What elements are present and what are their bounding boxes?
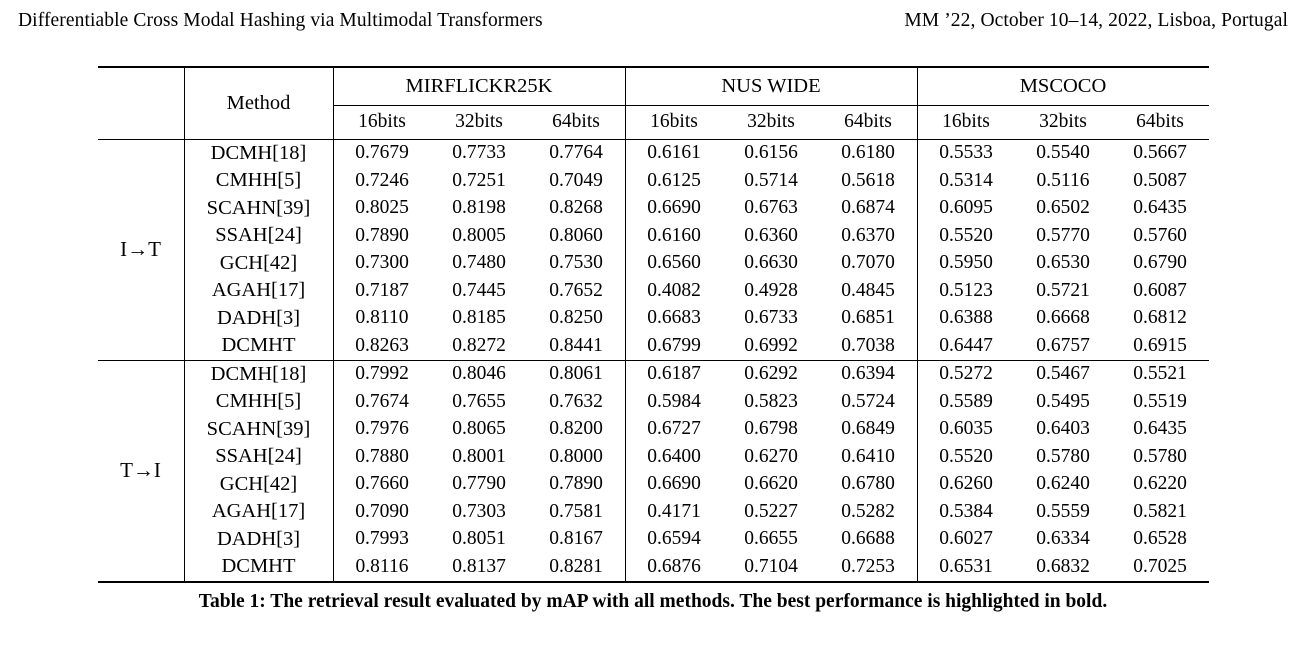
table-row — [98, 471, 1209, 499]
header-bits-1-1: 32bits — [747, 111, 795, 132]
method-name: CMHH[5] — [184, 388, 333, 416]
map-value: 0.6334 — [1036, 528, 1090, 550]
map-value: 0.5533 — [917, 139, 1015, 167]
map-value: 0.6087 — [1133, 279, 1187, 301]
map-value: 0.6394 — [820, 360, 918, 388]
method-name: CMHH[5] — [184, 167, 333, 195]
map-value: 0.6260 — [917, 471, 1015, 499]
map-value: 0.6447 — [917, 332, 1015, 360]
map-value: 0.5521 — [1112, 360, 1209, 388]
map-value: 0.7655 — [452, 390, 506, 412]
map-value: 0.7993 — [333, 526, 431, 554]
table-row — [98, 277, 1209, 305]
header-bits-0-1: 32bits — [455, 111, 503, 132]
method-name: AGAH[17] — [184, 498, 333, 526]
map-value: 0.5282 — [841, 500, 895, 522]
map-value: 0.6180 — [820, 139, 918, 167]
map-value: 0.6270 — [744, 445, 798, 467]
map-value: 0.4171 — [625, 498, 723, 526]
map-value: 0.6160 — [625, 222, 723, 250]
map-value: 0.4845 — [841, 279, 895, 301]
method-name: GCH[42] — [184, 471, 333, 499]
map-value: 0.7300 — [333, 250, 431, 278]
method-name: SCAHN[39] — [184, 416, 333, 444]
map-value: 0.7674 — [333, 388, 431, 416]
map-value: 0.6403 — [1036, 418, 1090, 440]
map-value: 0.6757 — [1036, 334, 1090, 356]
map-value: 0.7790 — [452, 473, 506, 495]
map-value: 0.8198 — [452, 197, 506, 219]
map-value: 0.7530 — [549, 252, 603, 274]
paper-title: Differentiable Cross Modal Hashing via Multimodal Transformers — [18, 10, 543, 31]
map-value: 0.6832 — [1036, 555, 1090, 577]
table-row — [98, 388, 1209, 416]
table-row — [98, 416, 1209, 444]
map-value: 0.8001 — [452, 445, 506, 467]
map-value: 0.7733 — [431, 139, 528, 167]
map-value: 0.8025 — [333, 195, 431, 223]
map-value: 0.6851 — [841, 307, 895, 329]
map-value: 0.6668 — [1036, 307, 1090, 329]
map-value: 0.8116 — [333, 553, 431, 582]
map-value: 0.6435 — [1133, 197, 1187, 219]
table-row — [98, 305, 1209, 333]
method-name: DADH[3] — [184, 526, 333, 554]
method-name: GCH[42] — [184, 250, 333, 278]
map-value: 0.6410 — [841, 445, 895, 467]
map-value: 0.8110 — [333, 305, 431, 333]
map-value: 0.8046 — [431, 360, 528, 388]
table-caption: Table 1: The retrieval result evaluated by mAP with all methods. The best performance is highlighted in bold. — [198, 590, 1108, 612]
table-bottom-rule — [98, 582, 1209, 583]
map-value: 0.5589 — [917, 388, 1015, 416]
map-value: 0.6876 — [625, 553, 723, 582]
map-value: 0.5272 — [917, 360, 1015, 388]
map-value: 0.7660 — [333, 471, 431, 499]
header-blank-direction — [98, 67, 185, 105]
map-value: 0.6630 — [744, 252, 798, 274]
map-value: 0.6220 — [1133, 473, 1187, 495]
running-head — [0, 0, 1306, 32]
map-value: 0.6798 — [744, 418, 798, 440]
map-value: 0.6655 — [744, 528, 798, 550]
map-value: 0.5520 — [917, 222, 1015, 250]
map-value: 0.7679 — [333, 139, 431, 167]
header-bits-0-0: 16bits — [333, 105, 431, 139]
map-value: 0.8200 — [549, 418, 603, 440]
map-value: 0.7880 — [333, 443, 431, 471]
map-value: 0.8137 — [452, 555, 506, 577]
map-value: 0.5724 — [841, 390, 895, 412]
map-value: 0.8061 — [528, 360, 626, 388]
header-bits-2-1: 32bits — [1039, 111, 1087, 132]
map-value: 0.6435 — [1133, 418, 1187, 440]
map-value: 0.5667 — [1112, 139, 1209, 167]
map-value: 0.5519 — [1133, 390, 1187, 412]
map-value: 0.6027 — [917, 526, 1015, 554]
map-value: 0.5984 — [625, 388, 723, 416]
map-value: 0.5821 — [1133, 500, 1187, 522]
map-value: 0.7251 — [452, 169, 506, 191]
map-value: 0.6688 — [841, 528, 895, 550]
method-name: DCMHT — [184, 553, 333, 582]
table-row — [98, 167, 1209, 195]
map-value: 0.5227 — [744, 500, 798, 522]
method-name: DCMHT — [184, 332, 333, 360]
header-bits-2-2: 64bits — [1136, 111, 1184, 132]
map-value: 0.7480 — [452, 252, 506, 274]
map-value: 0.8263 — [333, 332, 431, 360]
map-value: 0.6502 — [1036, 197, 1090, 219]
map-value: 0.6240 — [1036, 473, 1090, 495]
map-value: 0.6400 — [625, 443, 723, 471]
map-value: 0.8051 — [452, 528, 506, 550]
method-name: SSAH[24] — [184, 443, 333, 471]
map-value: 0.5714 — [744, 169, 798, 191]
header-dataset-1: NUS WIDE — [625, 67, 917, 105]
results-table — [98, 66, 1209, 583]
header-bits-1-2: 64bits — [844, 111, 892, 132]
map-value: 0.7038 — [841, 334, 895, 356]
map-value: 0.6790 — [1133, 252, 1187, 274]
method-name: DCMH[18] — [184, 360, 333, 388]
map-value: 0.8281 — [549, 555, 603, 577]
map-value: 0.6528 — [1133, 528, 1187, 550]
map-value: 0.6360 — [744, 224, 798, 246]
method-name: DADH[3] — [184, 305, 333, 333]
map-value: 0.7890 — [549, 473, 603, 495]
method-name: SCAHN[39] — [184, 195, 333, 223]
map-value: 0.6095 — [917, 195, 1015, 223]
map-value: 0.6812 — [1133, 307, 1187, 329]
map-value: 0.8250 — [549, 307, 603, 329]
map-value: 0.5520 — [917, 443, 1015, 471]
header-dataset-2: MSCOCO — [917, 67, 1209, 105]
map-value: 0.4928 — [744, 279, 798, 301]
map-value: 0.6370 — [841, 224, 895, 246]
map-value: 0.6161 — [625, 139, 723, 167]
map-value: 0.6560 — [625, 250, 723, 278]
map-value: 0.7025 — [1133, 555, 1187, 577]
map-value: 0.5559 — [1036, 500, 1090, 522]
map-value: 0.8185 — [452, 307, 506, 329]
table-row — [98, 360, 1209, 388]
method-name: DCMH[18] — [184, 139, 333, 167]
map-value: 0.8441 — [549, 334, 603, 356]
map-value: 0.7246 — [333, 167, 431, 195]
map-value: 0.6156 — [723, 139, 820, 167]
table-row — [98, 222, 1209, 250]
map-value: 0.7976 — [333, 416, 431, 444]
table-row — [98, 332, 1209, 360]
map-value: 0.7890 — [333, 222, 431, 250]
map-value: 0.5721 — [1036, 279, 1090, 301]
header-method: Method — [184, 67, 333, 139]
map-value: 0.6763 — [744, 197, 798, 219]
header-bits-1-0: 16bits — [625, 105, 723, 139]
table-row — [98, 195, 1209, 223]
map-value: 0.5823 — [744, 390, 798, 412]
map-value: 0.6780 — [841, 473, 895, 495]
method-name: AGAH[17] — [184, 277, 333, 305]
table-row — [98, 139, 1209, 167]
map-value: 0.7070 — [841, 252, 895, 274]
table-row — [98, 526, 1209, 554]
map-value: 0.5618 — [841, 169, 895, 191]
map-value: 0.6849 — [841, 418, 895, 440]
conference-info: MM ’22, October 10–14, 2022, Lisboa, Portugal — [904, 10, 1288, 31]
header-bits-2-0: 16bits — [917, 105, 1015, 139]
map-value: 0.6874 — [841, 197, 895, 219]
map-value: 0.7652 — [549, 279, 603, 301]
map-value: 0.6594 — [625, 526, 723, 554]
header-blank-direction-2 — [98, 105, 185, 139]
map-value: 0.6125 — [625, 167, 723, 195]
map-value: 0.7104 — [744, 555, 798, 577]
map-value: 0.5760 — [1133, 224, 1187, 246]
table-row — [98, 498, 1209, 526]
map-value: 0.5467 — [1015, 360, 1112, 388]
method-name: SSAH[24] — [184, 222, 333, 250]
map-value: 0.7581 — [549, 500, 603, 522]
map-value: 0.5780 — [1133, 445, 1187, 467]
map-value: 0.6915 — [1133, 334, 1187, 356]
map-value: 0.8268 — [549, 197, 603, 219]
map-value: 0.6530 — [1036, 252, 1090, 274]
direction-label-0: I→T — [98, 139, 185, 360]
map-value: 0.5314 — [917, 167, 1015, 195]
map-value: 0.5123 — [917, 277, 1015, 305]
map-value: 0.6388 — [917, 305, 1015, 333]
map-value: 0.7090 — [333, 498, 431, 526]
map-value: 0.6727 — [625, 416, 723, 444]
table-header-datasets — [98, 67, 1209, 105]
map-value: 0.6035 — [917, 416, 1015, 444]
map-value: 0.5495 — [1036, 390, 1090, 412]
map-value: 0.7632 — [549, 390, 603, 412]
map-value: 0.5770 — [1036, 224, 1090, 246]
map-value: 0.6531 — [917, 553, 1015, 582]
map-value: 0.8065 — [452, 418, 506, 440]
map-value: 0.7764 — [528, 139, 626, 167]
map-value: 0.6187 — [625, 360, 723, 388]
map-value: 0.5780 — [1036, 445, 1090, 467]
table-row — [98, 553, 1209, 582]
map-value: 0.6799 — [625, 332, 723, 360]
map-value: 0.5087 — [1133, 169, 1187, 191]
map-value: 0.6992 — [744, 334, 798, 356]
map-value: 0.7049 — [549, 169, 603, 191]
map-value: 0.6620 — [744, 473, 798, 495]
table-container — [0, 66, 1306, 583]
map-value: 0.8167 — [549, 528, 603, 550]
header-bits-0-2: 64bits — [552, 111, 600, 132]
map-value: 0.7992 — [333, 360, 431, 388]
map-value: 0.7303 — [452, 500, 506, 522]
header-dataset-0: MIRFLICKR25K — [333, 67, 625, 105]
map-value: 0.5540 — [1015, 139, 1112, 167]
map-value: 0.6690 — [625, 471, 723, 499]
map-value: 0.6683 — [625, 305, 723, 333]
map-value: 0.7187 — [333, 277, 431, 305]
direction-label-1: T→I — [98, 360, 185, 582]
map-value: 0.8060 — [549, 224, 603, 246]
map-value: 0.5950 — [917, 250, 1015, 278]
map-value: 0.8000 — [549, 445, 603, 467]
map-value: 0.6292 — [723, 360, 820, 388]
map-value: 0.4082 — [625, 277, 723, 305]
map-value: 0.5384 — [917, 498, 1015, 526]
map-value: 0.5116 — [1036, 169, 1090, 191]
table-row — [98, 443, 1209, 471]
map-value: 0.7445 — [452, 279, 506, 301]
table-row — [98, 250, 1209, 278]
map-value: 0.8005 — [452, 224, 506, 246]
map-value: 0.8272 — [452, 334, 506, 356]
map-value: 0.6733 — [744, 307, 798, 329]
map-value: 0.7253 — [841, 555, 895, 577]
map-value: 0.6690 — [625, 195, 723, 223]
